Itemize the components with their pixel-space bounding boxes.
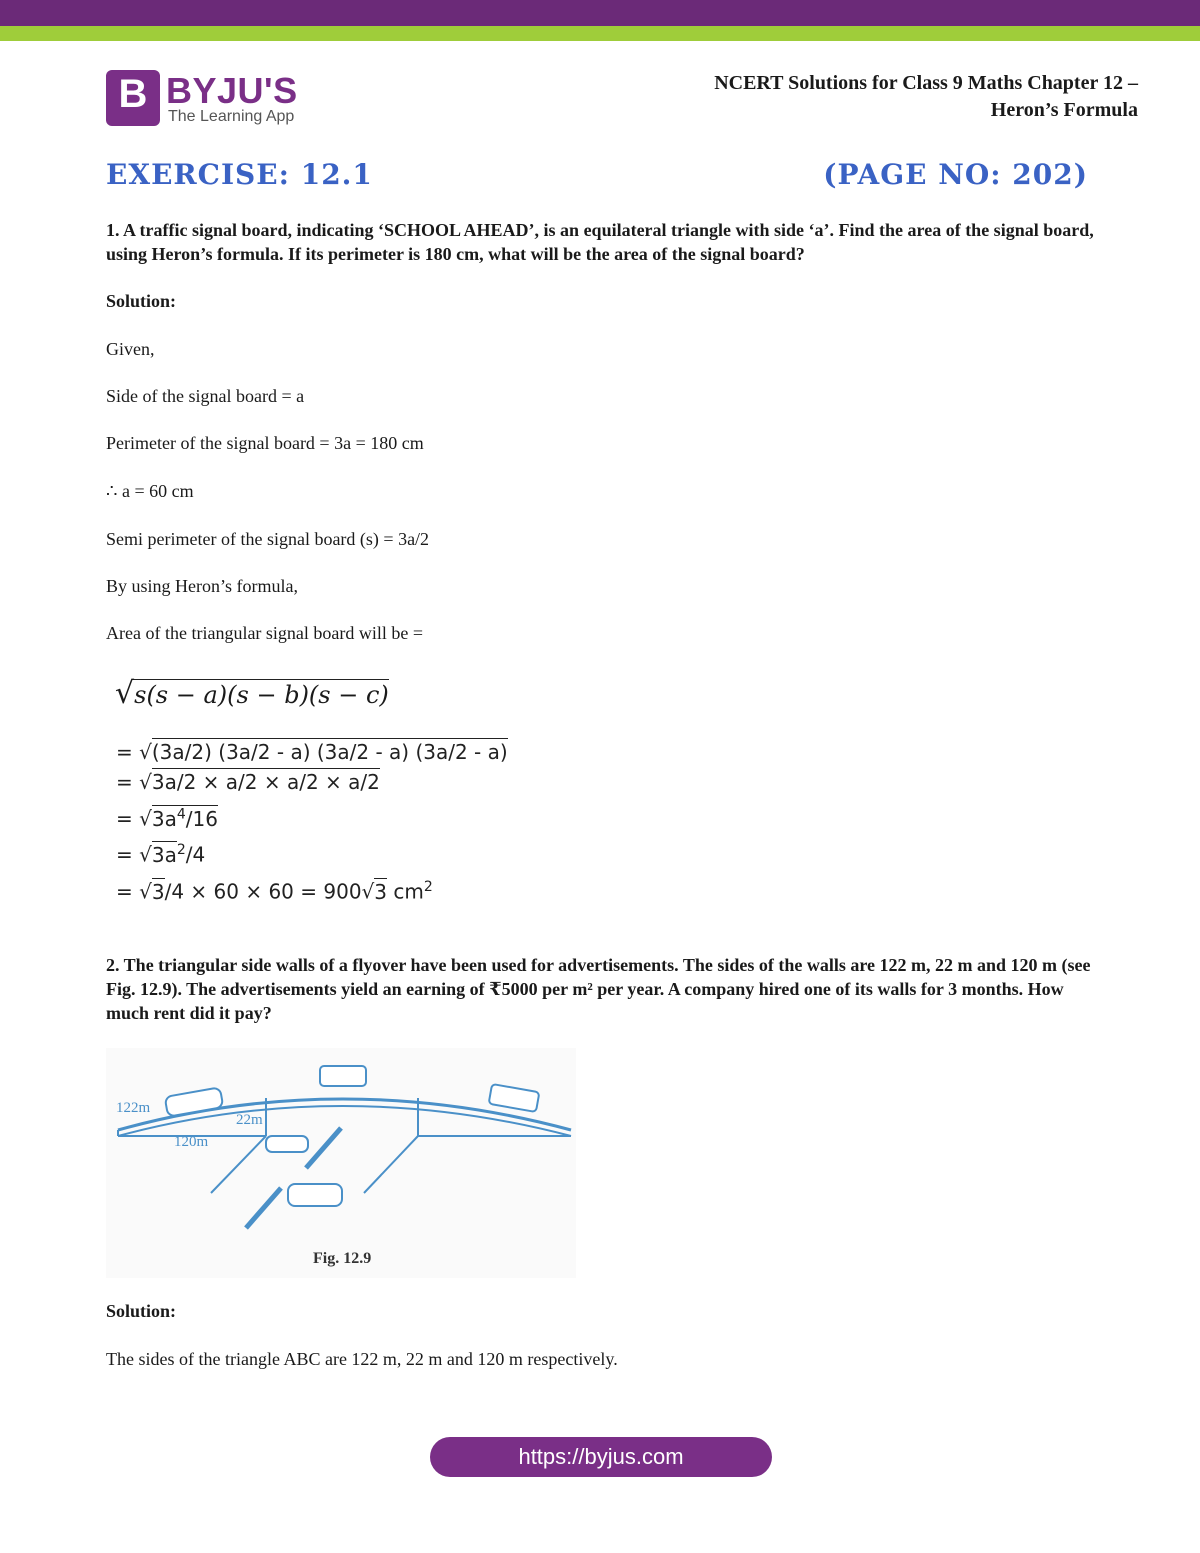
- label-120m: 120m: [174, 1134, 209, 1150]
- footer-url-link[interactable]: https://byjus.com: [430, 1437, 772, 1477]
- logo-wordmark: BYJU'S: [166, 70, 298, 111]
- flyover-illustration: [106, 1048, 576, 1278]
- q1-line-semi-perimeter: Semi perimeter of the signal board (s) = 3a/2: [106, 529, 430, 549]
- byjus-logo: [106, 70, 316, 128]
- q1-line-area: Area of the triangular signal board will be =: [106, 623, 424, 643]
- document-title: [578, 70, 1138, 124]
- title-line-1: NCERT Solutions for Class 9 Maths Chapter 12 –: [714, 72, 1138, 94]
- label-22m: 22m: [236, 1112, 263, 1128]
- step-4: = $√3a^2/4$: [116, 842, 206, 867]
- herons-formula: [115, 676, 389, 711]
- title-line-2: Heron’s Formula: [990, 99, 1138, 121]
- q1-line-side: Side of the signal board = a: [106, 386, 305, 406]
- q1-line-given: Given,: [106, 339, 155, 359]
- exercise-heading: EXERCISE: 12.1: [106, 158, 373, 191]
- flyover-figure: [106, 1048, 576, 1278]
- page-number-heading: (PAGE NO: 202): [823, 158, 1088, 191]
- sqrt-symbol: √: [115, 676, 135, 711]
- q2-line-1: The sides of the triangle ABC are 122 m, 22 m and 120 m respectively.: [106, 1349, 618, 1369]
- logo-tagline: The Learning App: [168, 108, 295, 125]
- q1-solution-label: Solution:: [106, 291, 177, 311]
- logo-badge: [106, 70, 160, 126]
- q2-solution-label: Solution:: [106, 1301, 177, 1321]
- step-3: = $√3a^4/16$: [116, 806, 218, 831]
- top-banner-green: [0, 26, 1200, 41]
- q1-line-perimeter: Perimeter of the signal board = 3a = 180 cm: [106, 433, 424, 453]
- step-2: = √3a/2 × a/2 × a/2 × a/2: [116, 770, 380, 794]
- label-122m: 122m: [116, 1100, 151, 1116]
- question-1: 1. A traffic signal board, indicating ‘SCHOOL AHEAD’, is an equilateral triangle with side ‘a’. Find the area of the signal board, using Heron’s formula. If its perimeter is 180 cm, what will be the area of the signal board?: [106, 220, 1094, 264]
- herons-formula-radicand: s(s − a)(s − b)(s − c): [134, 681, 389, 709]
- step-5: = √3/4 × 60 × 60 = 900√3 $cm^2$: [116, 879, 433, 904]
- question-2: 2. The triangular side walls of a flyover have been used for advertisements. The sides of the walls are 122 m, 22 m and 120 m (see Fig. 12.9). The advertisements yield an earning of ₹5000 per m² per year. A company hired one of its walls for 3 months. How much rent did it pay?: [106, 955, 1091, 1023]
- top-banner-purple: [0, 0, 1200, 26]
- logo-letter: B: [118, 72, 148, 116]
- figure-caption: Fig. 12.9: [313, 1250, 372, 1267]
- step-1: = √(3a/2) (3a/2 - a) (3a/2 - a) (3a/2 - a): [116, 740, 508, 764]
- q1-line-a-value: ∴ a = 60 cm: [106, 481, 194, 501]
- q1-line-herons: By using Heron’s formula,: [106, 576, 298, 596]
